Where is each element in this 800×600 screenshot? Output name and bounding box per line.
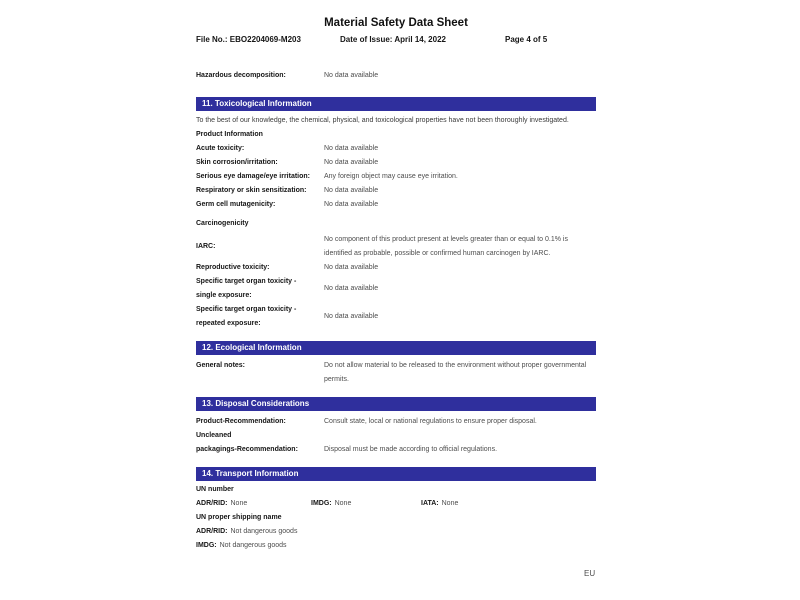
field-label: ADR/RID: xyxy=(196,500,228,507)
field-row-acute-toxicity xyxy=(196,142,596,156)
field-label: IATA: xyxy=(421,500,439,507)
field-label xyxy=(196,303,324,331)
field-row-hazardous-decomposition xyxy=(196,69,596,83)
section-14-header: 14. Transport Information xyxy=(196,467,596,481)
field-row-germ-cell-mutagenicity xyxy=(196,198,596,212)
field-label: Serious eye damage/eye irritation: xyxy=(196,173,310,180)
field-value: Consult state, local or national regulations to ensure proper disposal. xyxy=(324,418,537,425)
un-number-row xyxy=(196,497,596,511)
field-label: General notes: xyxy=(196,362,246,369)
product-information-heading: Product Information xyxy=(196,131,263,138)
field-value: No data available xyxy=(324,264,379,271)
field-label-line: packagings-Recommendation: xyxy=(196,446,298,453)
field-value: Not dangerous goods xyxy=(219,542,287,549)
carcinogenicity-heading: Carcinogenicity xyxy=(196,220,249,227)
field-row-product-recommendation xyxy=(196,415,596,429)
field-label-line: single exposure: xyxy=(196,292,252,299)
page-title: Material Safety Data Sheet xyxy=(324,17,468,29)
field-label: Reproductive toxicity: xyxy=(196,264,270,271)
field-row-general-notes xyxy=(196,359,596,387)
field-label: Product-Recommendation: xyxy=(196,418,286,425)
section-11-header: 11. Toxicological Information xyxy=(196,97,596,111)
field-value: Do not allow material to be released to the environment without proper governmental permits. xyxy=(324,362,587,383)
field-label: ADR/RID: xyxy=(196,528,228,535)
date-of-issue: Date of Issue: April 14, 2022 xyxy=(340,35,446,44)
field-value: Disposal must be made according to official regulations. xyxy=(324,446,498,453)
field-label xyxy=(196,429,324,457)
field-label: Respiratory or skin sensitization: xyxy=(196,187,307,194)
field-row-respiratory-sensitization xyxy=(196,184,596,198)
field-label: Hazardous decomposition: xyxy=(196,72,286,79)
region-footer-label: EU xyxy=(584,569,596,578)
field-row-eye-irritation xyxy=(196,170,596,184)
field-label: Germ cell mutagenicity: xyxy=(196,201,276,208)
un-proper-shipping-name-heading: UN proper shipping name xyxy=(196,514,282,521)
document-content xyxy=(196,0,596,553)
shipping-name-imdg xyxy=(196,539,287,553)
field-value: No data available xyxy=(324,72,379,79)
field-label: IARC: xyxy=(196,243,216,250)
field-value: No component of this product present at levels greater than or equal to 0.1% is identified as probable, possible or confirmed human carcinogen by IARC. xyxy=(324,236,568,257)
field-label: Skin corrosion/irritation: xyxy=(196,159,278,166)
un-number-imdg xyxy=(311,497,421,511)
field-value: Any foreign object may cause eye irritation. xyxy=(324,173,458,180)
field-label xyxy=(196,275,324,303)
field-row-skin-corrosion xyxy=(196,156,596,170)
field-row-iarc xyxy=(196,233,596,261)
field-row-stot-single-exposure xyxy=(196,275,596,303)
field-value: No data available xyxy=(324,187,379,194)
field-value: None xyxy=(441,500,459,507)
field-label-line: Uncleaned xyxy=(196,432,232,439)
field-label-line: Specific target organ toxicity - xyxy=(196,278,297,285)
field-label-line: repeated exposure: xyxy=(196,320,261,327)
field-row-reproductive-toxicity xyxy=(196,261,596,275)
field-label: IMDG: xyxy=(311,500,332,507)
document-meta xyxy=(196,33,596,47)
shipping-name-adr-rid-row xyxy=(196,525,596,539)
page-number: Page 4 of 5 xyxy=(505,35,548,44)
section-11-intro: To the best of our knowledge, the chemical, physical, and toxicological properties have not been thoroughly investigated. xyxy=(196,117,569,124)
field-row-uncleaned-packagings xyxy=(196,429,596,457)
field-value: None xyxy=(334,500,352,507)
field-label: IMDG: xyxy=(196,542,217,549)
un-number-adr-rid xyxy=(196,497,311,511)
field-label: Acute toxicity: xyxy=(196,145,245,152)
shipping-name-imdg-row xyxy=(196,539,596,553)
un-number-iata xyxy=(421,497,596,511)
shipping-name-adr-rid xyxy=(196,525,297,539)
field-value: No data available xyxy=(324,285,379,292)
section-13-header: 13. Disposal Considerations xyxy=(196,397,596,411)
file-number: File No.: EBO2204069-M203 xyxy=(196,35,301,44)
field-value: No data available xyxy=(324,145,379,152)
un-number-heading: UN number xyxy=(196,486,234,493)
field-row-stot-repeated-exposure xyxy=(196,303,596,331)
field-value: None xyxy=(230,500,248,507)
field-value: Not dangerous goods xyxy=(230,528,298,535)
field-label-line: Specific target organ toxicity - xyxy=(196,306,297,313)
field-value: No data available xyxy=(324,159,379,166)
field-value: No data available xyxy=(324,313,379,320)
field-value: No data available xyxy=(324,201,379,208)
section-12-header: 12. Ecological Information xyxy=(196,341,596,355)
